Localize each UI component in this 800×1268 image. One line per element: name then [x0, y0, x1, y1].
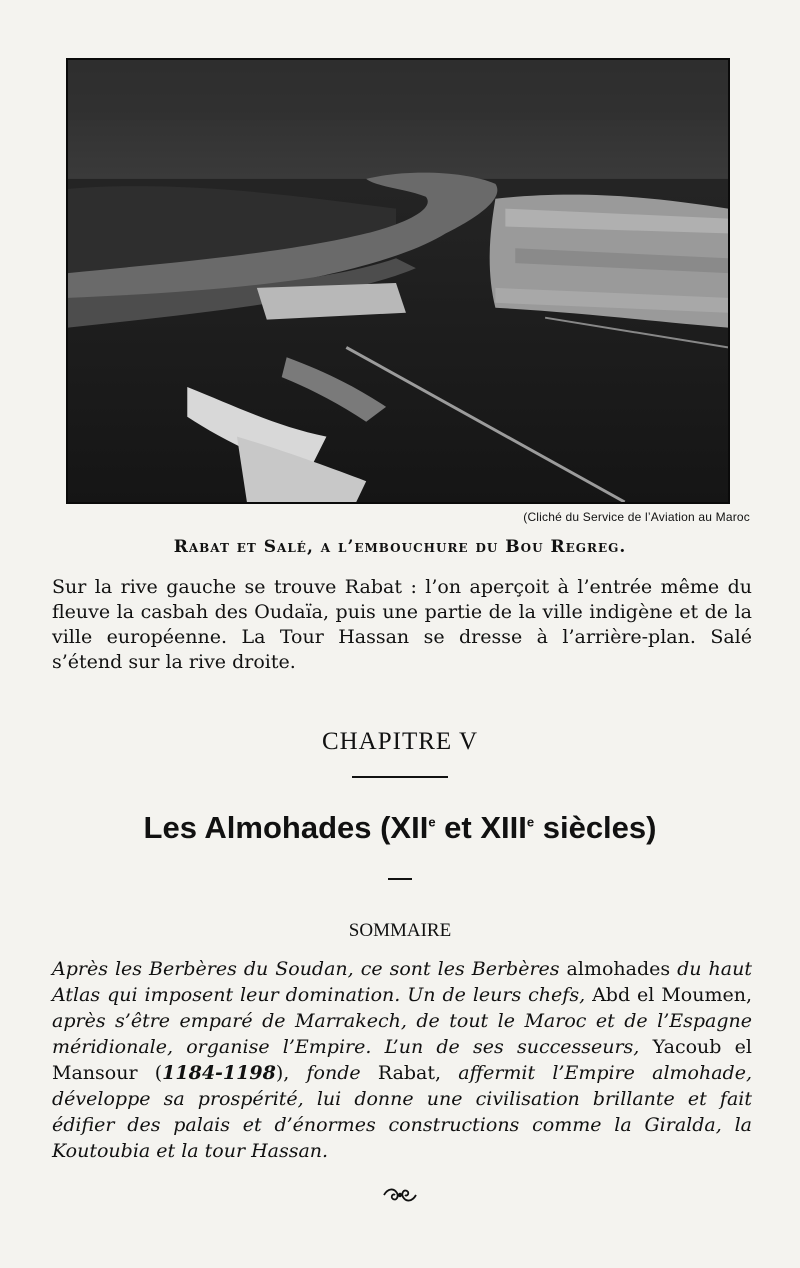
- chapter-title-sup: e: [526, 814, 535, 830]
- summary-segment: du haut Atlas qui imposent leur domination. Un de leurs chefs,: [52, 958, 752, 1006]
- photo-credit: (Cliché du Service de l’Aviation au Maroc: [523, 510, 750, 524]
- summary-segment: Rabat,: [377, 1062, 459, 1084]
- summary-segment: 1184-1198: [162, 1062, 276, 1084]
- fleuron-ornament-icon: [380, 1184, 420, 1206]
- sommaire-label: SOMMAIRE: [348, 920, 452, 941]
- summary-segment: almohades: [566, 958, 678, 980]
- chapter-title-part: et XIII: [435, 810, 527, 845]
- summary-segment: fonde: [306, 1062, 378, 1084]
- summary-segment: Après les Berbères du Soudan, ce sont les Berbères: [52, 958, 567, 980]
- chapter-title-part: siècles): [534, 810, 657, 845]
- caption-title: Rabat et Salé, a l’embouchure du Bou Regreg.: [173, 537, 627, 557]
- title-rule: [388, 878, 412, 880]
- summary-text: [52, 956, 752, 1164]
- chapter-rule: [352, 776, 448, 778]
- caption-text: Sur la rive gauche se trouve Rabat : l’on aperçoit à l’entrée même du fleuve la casbah des Oudaïa, puis une partie de la ville indigène et de la ville européenne. La Tour Hassan se dresse à l’arrière-plan. Salé s’étend sur la rive droite.: [52, 576, 752, 673]
- summary-segment: ),: [275, 1062, 307, 1084]
- chapter-title-sup: e: [428, 814, 436, 830]
- summary-segment: Yacoub el Mansour (: [52, 1036, 752, 1084]
- summary-segment: affermit l’Empire almohade, développe sa prospérité, lui donne une civilisation brillante et fait édifier des palais et d’énormes constructions comme la Giralda, la Koutoubia et la tour Hassan.: [52, 1062, 752, 1162]
- aerial-photo: [66, 58, 730, 504]
- chapter-title-part: Les Almohades (XII: [143, 810, 429, 845]
- aerial-photo-icon: [68, 60, 728, 502]
- summary-segment: après s’être emparé de Marrakech, de tout le Maroc et de l’Espagne méridionale, organise l’Empire. L’un de ses successeurs,: [52, 1010, 752, 1058]
- chapter-title: [0, 810, 800, 846]
- summary-segment: Abd el Moumen,: [592, 984, 752, 1006]
- chapter-label: CHAPITRE V: [321, 728, 479, 755]
